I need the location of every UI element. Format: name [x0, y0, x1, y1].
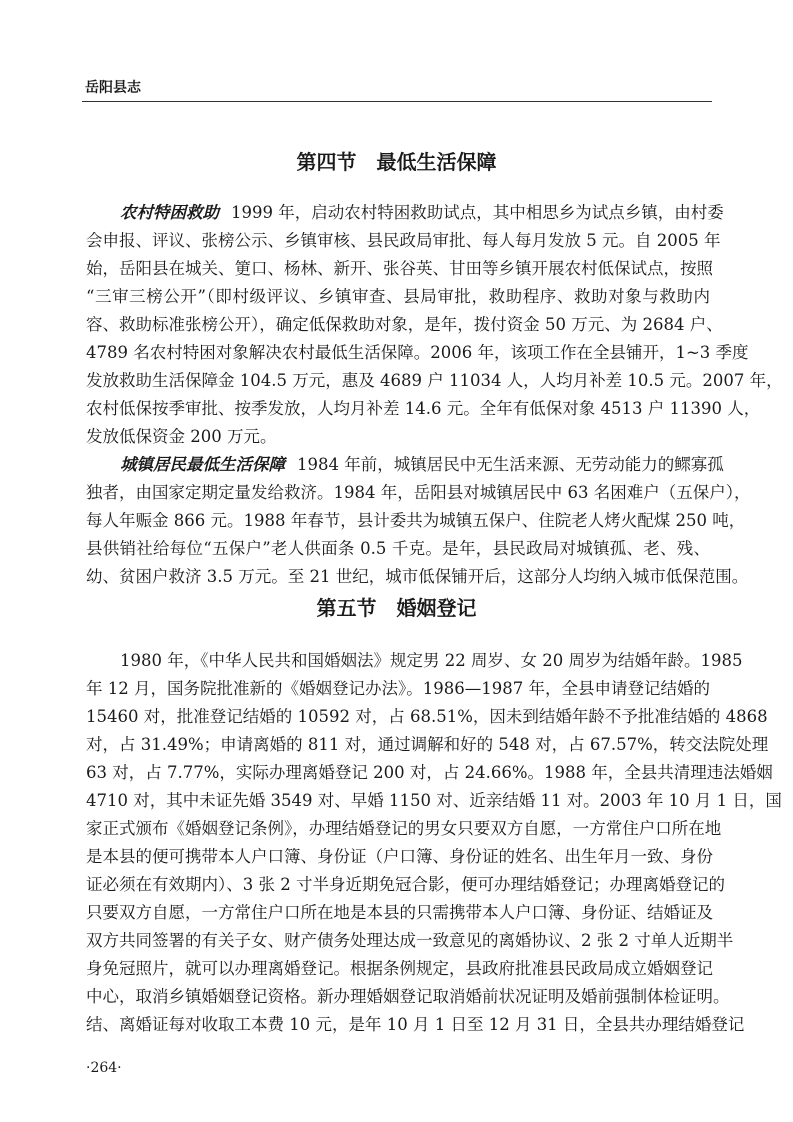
text-line: [86, 871, 725, 899]
header-rule: [82, 101, 712, 102]
line-text: 始，岳阳县在城关、筻口、杨林、新开、张谷英、甘田等乡镇开展农村低保试点，按照: [86, 259, 713, 278]
paragraph-rural-relief: [86, 199, 783, 451]
text-line: [86, 479, 751, 507]
line-text: 4789 名农村特困对象解决农村最低生活保障。2006 年，该项工作在全县铺开，1~3 季度: [86, 343, 749, 362]
text-line: [86, 731, 769, 759]
line-text: 只要双方自愿，一方常住户口所在地是本县的只需携带本人户口簿、身份证、结婚证及: [86, 903, 713, 922]
text-line: [86, 311, 723, 339]
text-line: [86, 983, 730, 1011]
line-text: 1984 年前，城镇居民中无生活来源、无劳动能力的鳏寡孤: [297, 455, 724, 474]
text-line: [86, 647, 743, 675]
line-text: 容、救助标准张榜公开），确定低保救助对象，是年，拨付资金 50 万元、为 2684 户、: [86, 315, 723, 334]
text-line: [86, 367, 783, 395]
line-text: 发放救助生活保障金 104.5 万元，惠及 4689 户 11034 人，人均月补差 10.5 元。2007 年，: [86, 371, 783, 390]
line-text: 1999 年，启动农村特困救助试点，其中相思乡为试点乡镇，由村委: [231, 203, 724, 222]
text-line: [86, 423, 710, 451]
paragraph-urban-minimum: [86, 451, 751, 591]
line-text: 身免冠照片，就可以办理离婚登记。根据条例规定，县政府批准县民政局成立婚姻登记: [86, 959, 713, 978]
line-text: “三审三榜公开”（即村级评议、乡镇审查、县局审批，救助程序、救助对象与救助内: [86, 287, 710, 306]
text-line: [86, 759, 773, 787]
line-text: 农村低保按季审批、按季发放，人均月补差 14.6 元。全年有低保对象 4513 户 11390 人，: [86, 399, 761, 418]
paragraph-lead-heading: 城镇居民最低生活保障: [120, 455, 285, 474]
line-text: 1980 年，《中华人民共和国婚姻法》规定男 22 周岁、女 20 周岁为结婚年龄。1985: [120, 651, 743, 670]
text-line: [86, 255, 713, 283]
line-text: 中心，取消乡镇婚姻登记资格。新办理婚姻登记取消婚前状况证明及婚前强制体检证明。: [86, 987, 730, 1006]
text-line: [86, 535, 710, 563]
text-line: [86, 563, 749, 591]
text-line: [86, 451, 724, 479]
line-text: 家正式颁布《婚姻登记条例》，办理结婚登记的男女只要双方自愿，一方常住户口所在地: [86, 819, 722, 838]
line-text: 每人年赈金 866 元。1988 年春节，县计委共为城镇五保户、住院老人烤火配煤 250 吨，: [86, 511, 746, 530]
section-number: 第五节: [316, 596, 377, 620]
line-text: 63 对，占 7.77%，实际办理离婚登记 200 对，占 24.66%。1988 年，全县共清理违法婚姻: [86, 763, 773, 782]
text-line: [86, 787, 782, 815]
line-text: 4710 对，其中未证先婚 3549 对、早婚 1150 对、近亲结婚 11 对。2003 年 10 月 1 日，国: [86, 791, 782, 810]
text-line: [86, 703, 768, 731]
text-line: [86, 899, 713, 927]
section-4-title: [0, 146, 793, 175]
section-title-text: 婚姻登记: [396, 596, 477, 620]
section-title-text: 最低生活保障: [376, 150, 497, 174]
line-text: 证必须在有效期内）、3 张 2 寸半身近期免冠合影，便可办理结婚登记；办理离婚登记的: [86, 875, 725, 894]
text-line: [86, 339, 749, 367]
line-text: 对，占 31.49%；申请离婚的 811 对，通过调解和好的 548 对，占 67.57%，转交法院处理: [86, 735, 769, 754]
text-line: [86, 395, 761, 423]
text-line: [86, 1011, 745, 1039]
text-line: [86, 927, 734, 955]
line-text: 发放低保资金 200 万元。: [86, 427, 277, 446]
line-text: 结、离婚证每对收取工本费 10 元，是年 10 月 1 日至 12 月 31 日，全县共办理结婚登记: [86, 1015, 745, 1034]
text-line: [86, 283, 710, 311]
line-text: 幼、贫困户救济 3.5 万元。至 21 世纪，城市低保铺开后，这部分人均纳入城市低保范围。: [86, 567, 749, 586]
line-text: 县供销社给每位“五保户”老人供面条 0.5 千克。是年，县民政局对城镇孤、老、残、: [86, 539, 710, 558]
section-5-title: [0, 592, 793, 621]
line-text: 年 12 月，国务院批准新的《婚姻登记办法》。1986—1987 年，全县申请登记结婚的: [86, 679, 710, 698]
line-text: 是本县的便可携带本人户口簿、身份证（户口簿、身份证的姓名、出生年月一致、身份: [86, 847, 713, 866]
text-line: [86, 227, 721, 255]
line-text: 会申报、评议、张榜公示、乡镇审核、县民政局审批、每人每月发放 5 元。自 2005 年: [86, 231, 721, 250]
paragraph-lead-heading: 农村特困救助: [120, 203, 219, 222]
text-line: [86, 815, 722, 843]
text-line: [86, 507, 746, 535]
section-number: 第四节: [296, 150, 357, 174]
line-text: 双方共同签署的有关子女、财产债务处理达成一致意见的离婚协议、2 张 2 寸单人近期半: [86, 931, 734, 950]
line-text: 独者，由国家定期定量发给救济。1984 年，岳阳县对城镇居民中 63 名困难户（五保户），: [86, 483, 751, 502]
text-line: [86, 843, 713, 871]
text-line: [86, 675, 710, 703]
line-text: 15460 对，批准登记结婚的 10592 对，占 68.51%，因未到结婚年龄不予批准结婚的 4868: [86, 707, 768, 726]
text-line: [86, 199, 724, 227]
running-header: 岳阳县志: [85, 80, 141, 96]
text-line: [86, 955, 713, 983]
paragraph-marriage-registration: [86, 647, 782, 1039]
page-number: ·264·: [86, 1060, 122, 1076]
